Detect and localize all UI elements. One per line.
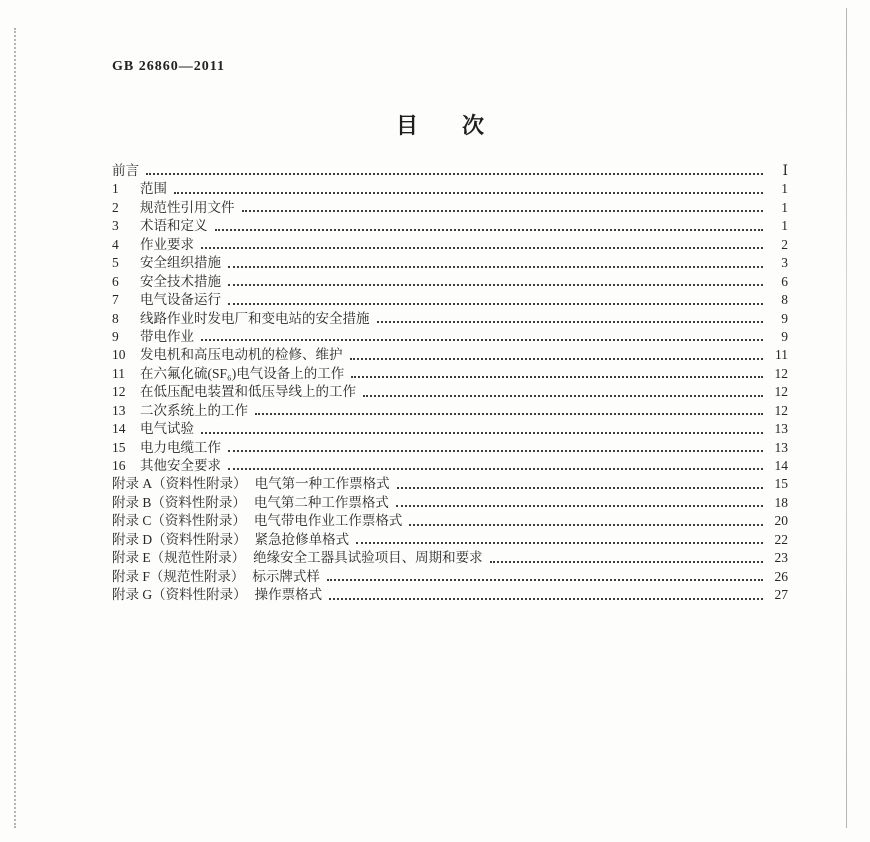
toc-entry-page-number: 14 (774, 458, 788, 473)
toc-entry-num: 附录 D（资料性附录） (112, 531, 247, 547)
dotted-leader (397, 475, 763, 488)
toc-entry-page-number: 26 (774, 568, 788, 584)
toc-entry (112, 365, 788, 383)
toc-entry (112, 531, 788, 549)
toc-entry-title: 作业要求 (140, 236, 194, 252)
toc-entry-title: 其他安全要求 (140, 458, 221, 473)
dotted-leader (327, 568, 763, 581)
toc-entry (112, 475, 788, 493)
toc-entry (112, 310, 788, 328)
toc-entry-num: 6 (112, 273, 119, 289)
toc-entry-title: 范围 (140, 181, 167, 197)
toc-entry-page-number: 9 (781, 310, 788, 326)
toc-entry (112, 291, 788, 309)
toc-entry-page-number: 1 (781, 218, 788, 234)
toc-entry (112, 402, 788, 420)
toc-entry-page-number: 13 (774, 421, 788, 437)
dotted-leader (228, 273, 763, 286)
dotted-leader (329, 586, 763, 599)
toc-entry-page-number: 15 (774, 476, 788, 492)
dotted-leader (255, 402, 763, 415)
toc-entry-title: 安全技术措施 (140, 273, 221, 289)
toc-entry (112, 494, 788, 512)
toc-entry-num: 附录 E（规范性附录） (112, 550, 246, 566)
dotted-leader (228, 291, 763, 304)
toc-entry (112, 420, 788, 438)
toc-entry-title: 在低压配电装置和低压导线上的工作 (140, 384, 356, 400)
toc-entry-title: 安全组织措施 (140, 255, 221, 271)
toc-entry-page-number: 11 (775, 347, 788, 363)
toc-entry-title: 发电机和高压电动机的检修、维护 (140, 347, 343, 363)
dotted-leader (351, 365, 763, 378)
toc-entry-page-number: 12 (774, 384, 788, 400)
toc-entry-num: 15 (112, 439, 126, 455)
toc-entry-page-number: 1 (781, 199, 788, 215)
toc-entry-title: 前言 (112, 163, 139, 178)
dotted-leader (201, 328, 763, 341)
toc-entry (112, 586, 788, 604)
dotted-leader (201, 420, 763, 433)
toc-entry-page-number: 23 (774, 550, 788, 566)
toc-entry (112, 383, 788, 401)
toc-entry (112, 180, 788, 198)
toc-entry-page-number: 12 (774, 365, 788, 381)
toc-entry-title: 电气带电作业工作票格式 (253, 513, 403, 529)
toc-entry (112, 254, 788, 272)
toc-entry-title: 规范性引用文件 (140, 199, 235, 215)
toc-entry (112, 162, 788, 180)
toc-entry-page-number: 13 (774, 439, 788, 455)
dotted-leader (174, 180, 763, 193)
toc-entry-page-number: 9 (781, 328, 788, 344)
toc-entry-page-number: Ⅰ (782, 163, 788, 178)
dotted-leader (490, 549, 763, 562)
toc-entry-title: 在六氟化硫(SF₆)电气设备上的工作 (140, 365, 345, 381)
dotted-leader (228, 457, 763, 470)
toc-entry (112, 328, 788, 346)
dotted-leader (396, 494, 763, 507)
toc-entry-num: 1 (112, 181, 119, 197)
table-of-contents (112, 162, 788, 605)
dotted-leader (228, 439, 763, 452)
toc-entry-num: 8 (112, 310, 119, 326)
toc-entry-num: 3 (112, 218, 119, 234)
dotted-leader (146, 162, 763, 175)
toc-entry (112, 346, 788, 364)
toc-entry (112, 457, 788, 475)
standard-number: GB 26860—2011 (112, 59, 225, 74)
toc-entry-num: 7 (112, 292, 119, 308)
toc-entry-page-number: 20 (774, 513, 788, 529)
toc-entry-num: 12 (112, 384, 126, 400)
toc-entry-page-number: 22 (774, 531, 788, 547)
toc-entry-title: 电气设备运行 (140, 292, 221, 308)
toc-entry-title: 线路作业时发电厂和变电站的安全措施 (140, 310, 370, 326)
toc-entry-page-number: 8 (781, 292, 788, 308)
dotted-leader (409, 512, 763, 525)
toc-entry-title: 电气试验 (140, 421, 194, 437)
toc-entry-num: 11 (112, 365, 125, 381)
page-title: 目 次 (395, 113, 484, 138)
toc-entry-title: 电力电缆工作 (140, 439, 221, 455)
toc-entry-title: 电气第二种工作票格式 (253, 494, 389, 510)
dotted-leader (242, 199, 764, 212)
toc-entry-title: 操作票格式 (254, 587, 323, 603)
toc-entry-title: 标示牌式样 (252, 568, 320, 584)
toc-entry-num: 附录 A（资料性附录） (112, 476, 247, 492)
toc-entry-page-number: 2 (781, 236, 788, 252)
scan-artifact-left-dotted-line (14, 28, 16, 828)
dotted-leader (215, 217, 764, 230)
toc-entry-num: 附录 G（资料性附录） (112, 587, 247, 603)
toc-entry (112, 273, 788, 291)
toc-entry-page-number: 6 (781, 273, 788, 289)
toc-entry-num: 10 (112, 347, 126, 363)
toc-entry (112, 199, 788, 217)
toc-entry-title: 绝缘安全工器具试验项目、周期和要求 (253, 550, 483, 566)
toc-entry-page-number: 3 (781, 255, 788, 271)
toc-entry-page-number: 27 (774, 587, 788, 603)
dotted-leader (356, 531, 763, 544)
toc-entry-page-number: 18 (774, 494, 788, 510)
toc-entry-title: 紧急抢修单格式 (254, 531, 350, 547)
toc-entry (112, 568, 788, 586)
toc-entry-num: 4 (112, 236, 119, 252)
toc-entry-num: 附录 F（规范性附录） (112, 568, 245, 584)
toc-entry (112, 217, 788, 235)
dotted-leader (228, 254, 763, 267)
toc-entry (112, 439, 788, 457)
toc-entry-page-number: 12 (774, 402, 788, 418)
toc-entry-num: 16 (112, 458, 126, 473)
toc-entry (112, 549, 788, 567)
toc-entry-title: 二次系统上的工作 (140, 402, 248, 418)
toc-entry-num: 附录 C（资料性附录） (112, 513, 246, 529)
toc-entry-num: 附录 B（资料性附录） (112, 494, 246, 510)
toc-entry (112, 236, 788, 254)
toc-entry-title: 电气第一种工作票格式 (254, 476, 390, 492)
dotted-leader (350, 346, 764, 359)
toc-entry-num: 5 (112, 255, 119, 271)
toc-entry (112, 512, 788, 530)
dotted-leader (363, 383, 763, 396)
toc-entry-title: 带电作业 (140, 328, 194, 344)
toc-entry-num: 14 (112, 421, 126, 437)
dotted-leader (377, 310, 764, 323)
toc-entry-title: 术语和定义 (140, 218, 208, 234)
toc-entry-page-number: 1 (781, 181, 788, 197)
dotted-leader (201, 236, 763, 249)
toc-entry-num: 9 (112, 328, 119, 344)
toc-entry-num: 13 (112, 402, 126, 418)
toc-entry-num: 2 (112, 199, 119, 215)
